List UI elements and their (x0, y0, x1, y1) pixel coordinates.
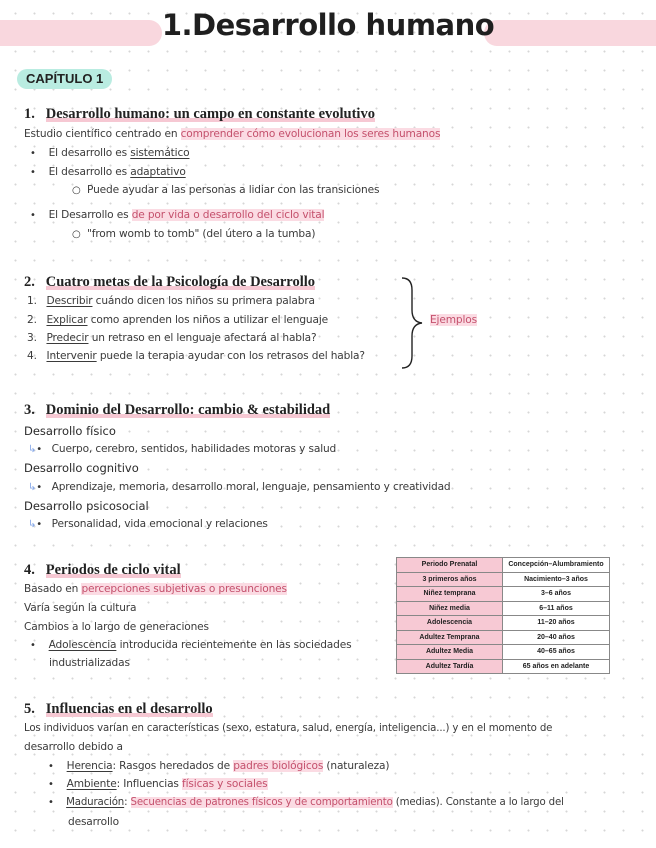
section-2-heading: 2. Cuatro metas de la Psicología de Desarrollo (24, 274, 316, 290)
influences-line-1: Los individuos varían en características (sexo, estatura, salud, energía, inteligencia...) y en el momento de (24, 723, 553, 734)
section-3-heading: 3. Dominio del Desarrollo: cambio & estabilidad (24, 402, 331, 418)
arrow-icon: ↳ (28, 482, 37, 493)
table-row: Adultez Temprana 20–40 años (397, 630, 610, 645)
goal-item: 1. Describir cuándo dicen los niños su primera palabra (27, 295, 315, 307)
sub-list-item: ○ "from womb to tomb" (del útero a la tumba) (72, 228, 316, 240)
periods-line-1: Basado en percepciones subjetivas o presunciones (24, 583, 287, 595)
arrow-icon: ↳ (28, 444, 37, 455)
domain-psychosocial-text: ↳• Personalidad, vida emocional y relaciones (28, 518, 268, 530)
list-item: • El Desarrollo es de por vida o desarrollo del ciclo vital (30, 209, 325, 221)
influences-line-2: desarrollo debido a (24, 741, 123, 753)
chapter-badge: CAPÍTULO 1 (17, 69, 112, 89)
page-title: 1.Desarrollo humano (161, 8, 495, 42)
table-row: Niñez temprana 3–6 años (397, 587, 610, 602)
examples-label: Ejemplos (430, 314, 477, 326)
table-row: Niñez media 6–11 años (397, 601, 610, 616)
domain-physical-label: Desarrollo físico (24, 424, 116, 438)
goal-item: 3. Predecir un retraso en el lenguaje afectará al habla? (27, 332, 317, 344)
domain-cognitive-text: ↳• Aprendizaje, memoria, desarrollo moral, lenguaje, pensamiento y creatividad (28, 481, 451, 493)
section-1-intro: Estudio científico centrado en comprender cómo evolucionan los seres humanos (24, 128, 441, 140)
periods-line-3: Cambios a lo largo de generaciones (24, 621, 209, 633)
sub-list-item: ○ Puede ayudar a las personas a lidiar con las transiciones (72, 184, 380, 196)
table-row: Adolescencia 11–20 años (397, 616, 610, 631)
goal-item: 2. Explicar como aprenden los niños a utilizar el lenguaje (27, 314, 328, 326)
domain-cognitive-label: Desarrollo cognitivo (24, 461, 139, 475)
list-item: • El desarrollo es adaptativo (30, 166, 186, 178)
table-row: Periodo Prenatal Concepción–Alumbramiento (397, 558, 610, 573)
list-item: • Ambiente: Influencias físicas y sociales (48, 778, 268, 790)
list-item: • Maduración: Secuencias de patrones físicos y de comportamiento (medias). Constante a lo largo del (48, 797, 564, 808)
domain-psychosocial-label: Desarrollo psicosocial (24, 499, 149, 513)
domain-physical-text: ↳• Cuerpo, cerebro, sentidos, habilidades motoras y salud (28, 443, 337, 455)
list-item: • Adolescencia introducida recientemente en las sociedades (30, 639, 352, 651)
section-1-heading: 1. Desarrollo humano: un campo en constante evolutivo (24, 106, 375, 122)
periods-table (396, 557, 610, 674)
section-5-heading: 5. Influencias en el desarrollo (24, 701, 213, 717)
table-row: Adultez Tardía 65 años en adelante (397, 659, 610, 674)
list-item-continuation: desarrollo (68, 816, 119, 828)
arrow-icon: ↳ (28, 519, 37, 530)
list-item-continuation: industrializadas (49, 657, 130, 669)
table-row: 3 primeros años Nacimiento–3 años (397, 572, 610, 587)
goal-item: 4. Intervenir puede la terapia ayudar con los retrasos del habla? (27, 350, 365, 362)
list-item: • Herencia: Rasgos heredados de padres biológicos (naturaleza) (48, 760, 390, 772)
table-row: Adultez Media 40–65 años (397, 645, 610, 660)
periods-line-2: Varía según la cultura (24, 602, 137, 614)
section-4-heading: 4. Periodos de ciclo vital (24, 562, 181, 578)
curly-brace (398, 276, 426, 370)
list-item: • El desarrollo es sistemático (30, 147, 190, 159)
